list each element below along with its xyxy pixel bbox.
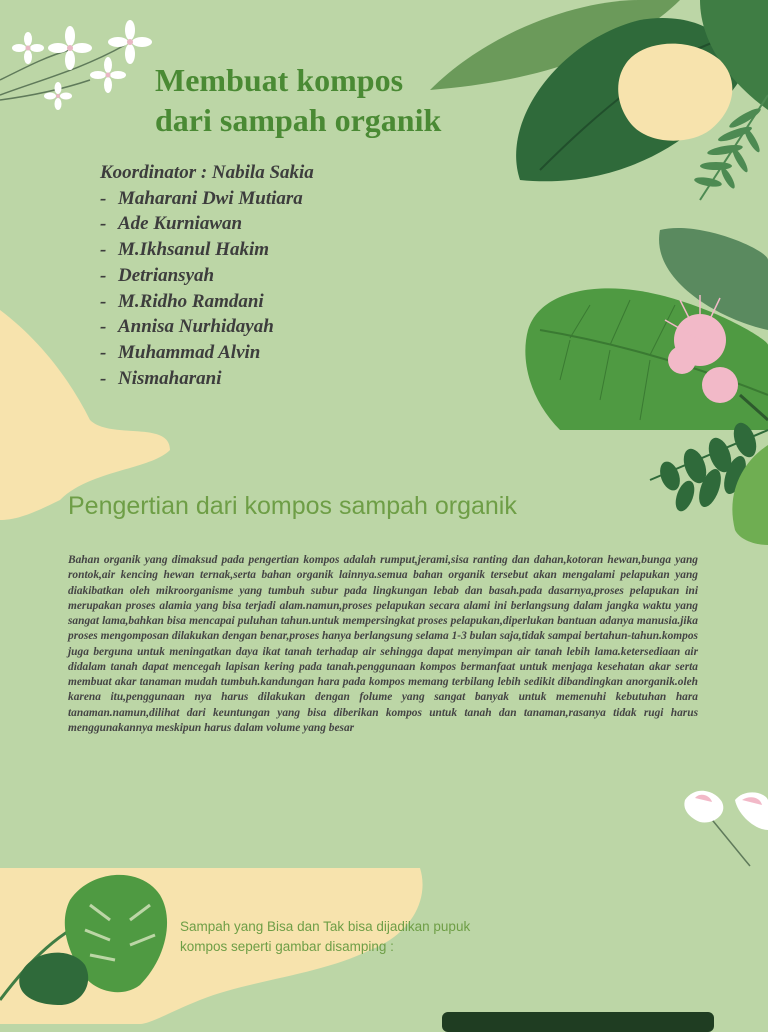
member-bullet: - — [100, 187, 107, 209]
team-member — [100, 237, 314, 263]
team-member — [100, 340, 314, 366]
member-bullet: - — [100, 264, 107, 286]
team-member — [100, 263, 314, 289]
member-bullet: - — [100, 316, 107, 338]
team-member — [100, 186, 314, 212]
section-body: Bahan organik yang dimaksud pada pengertian kompos adalah rumput,jerami,sisa ranting dan dahan,kotoran hewan,bunga yang rontok,air kencing hewan ternak,serta bahan organik lainnya.semua bahan organik tersebut akan mengalami pelapukan yang diakibatkan oleh mikroorganisme yang tumbuh subur pada lingkungan lebab dan basah.pada dasarnya,proses pelapukan ini merupakan proses alamia yang bisa terjadi alam.namun,proses pelapukan secara alami ini berlangsung dalam jangka waktu yang sangat lama,bahkan bisa mencapai puluhan tahun.untuk mempersingkat proses pelapukan,diperlukan bantuan adanya manusia.jika proses mengomposan dilakukan dengan benar,proses hanya berlangsung selama 1-3 bulan saja,tidak sampai bertahun-tahun.kompos juga berguna untuk meningatkan daya ikat tanah terhadap air sehingga dapat menyimpan air tanah lebih lama.ketersediaan air didalam tanah dapat mencegah lapisan kering pada tanah.penggunaan kompos bermanfaat untuk menjaga kesehatan akar serta membuat akar tanaman mudah tumbuh.kandungan hara pada kompos memang terbilang lebih sedikit dibandingkan anorganik.oleh karena itu,penggunaan nya harus dilakukan dengan folume yang sangat banyak untuk memenuhi kebutuhan hara tanaman.namun,dilihat dari keuntungan yang bisa diberikan kompos untuk tanah dan tanaman,rasanya tidak rugi harus menggunakannya meskipun harus dalam volume yang besar — [68, 554, 698, 734]
team-member — [100, 211, 314, 237]
page-title — [155, 60, 441, 140]
member-bullet: - — [100, 290, 107, 312]
section-heading: Pengertian dari kompos sampah organik — [68, 492, 517, 520]
subsection-caption: Sampah yang Bisa dan Tak bisa dijadikan pupuk kompos seperti gambar disamping : — [180, 919, 471, 954]
team-list — [100, 160, 314, 391]
page-title-line-1: Membuat kompos — [155, 62, 404, 98]
page-title-line-2: dari sampah organik — [155, 102, 442, 138]
member-bullet: - — [100, 341, 107, 363]
pink-lily-right — [684, 791, 768, 866]
team-member-name: M.Ridho Ramdani — [118, 290, 264, 312]
team-member-name: Nismaharani — [118, 367, 222, 389]
member-bullet: - — [100, 367, 107, 389]
coordinator-line: Koordinator : Nabila Sakia — [100, 162, 314, 183]
team-member-name: Muhammad Alvin — [118, 341, 261, 363]
team-member-name: Maharani Dwi Mutiara — [118, 187, 303, 209]
team-member — [100, 289, 314, 315]
team-member-name: Ade Kurniawan — [118, 213, 243, 235]
team-member-name: Detriansyah — [118, 264, 215, 286]
team-member-name: Annisa Nurhidayah — [118, 316, 274, 338]
team-member-name: M.Ikhsanul Hakim — [118, 239, 269, 261]
image-frame-partial — [442, 1012, 714, 1032]
team-member — [100, 366, 314, 392]
member-bullet: - — [100, 239, 107, 261]
sand-blob-top-right — [618, 44, 732, 141]
team-member — [100, 314, 314, 340]
member-bullet: - — [100, 213, 107, 235]
